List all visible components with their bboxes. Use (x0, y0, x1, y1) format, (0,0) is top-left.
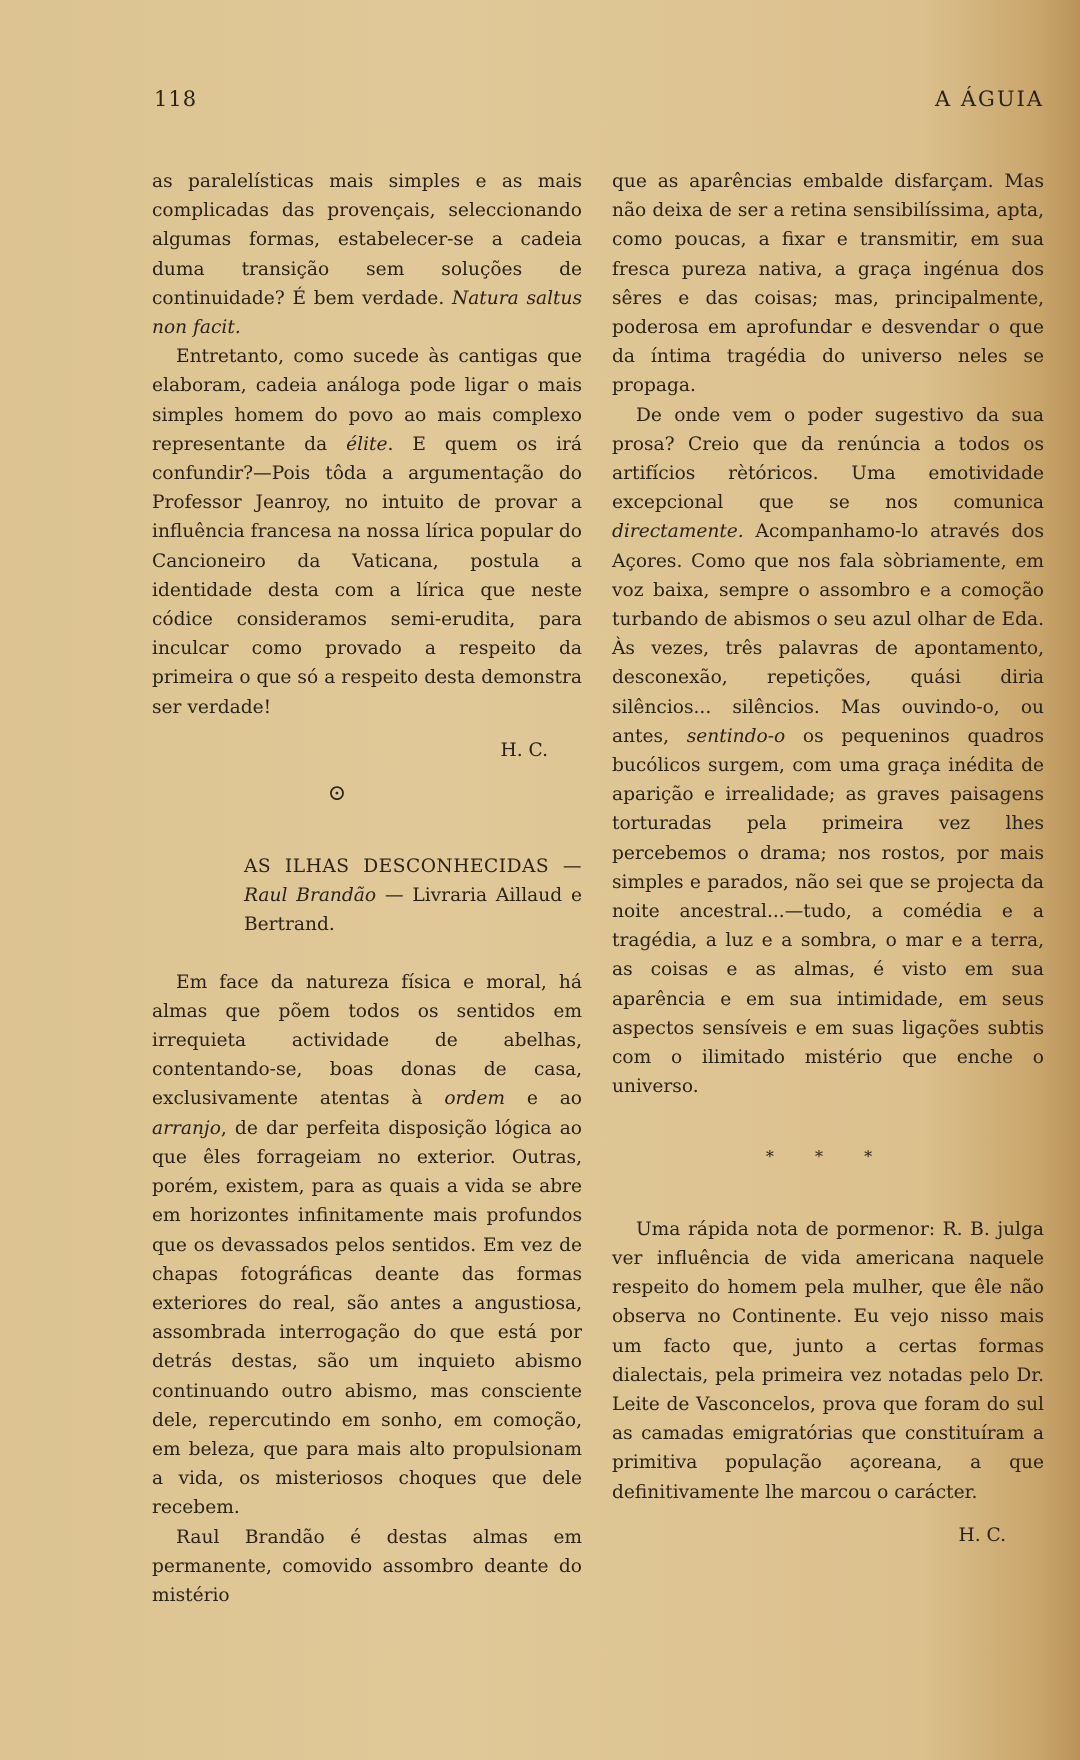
italic-word: directamente. (612, 521, 744, 543)
section-divider: * * * (765, 1146, 891, 1166)
latin-phrase: Natura saltus non facit. (152, 287, 583, 339)
paragraph-text: De onde vem o poder sugestivo da sua prosa? Creio que da renúncia a todos os artifícios rètóricos. Uma emotividade excepcional que se nos comunica (612, 404, 1044, 514)
paragraph-text: os pequeninos quadros bucólicos surgem, com uma graça inédita de aparição e irrealidade; as graves paisagens torturadas pela primeira vez lhes percebemos o drama; nos rostos, por mais simples e parados, não sei que se projecta da noite ancestral...—tudo, a comédia e a tragédia, a luz e a sombra, o mar e a terra, as coisas e as almas, é visto em sua aparência e em sua intimidade, em seus aspectos sensíveis e em suas ligações subtis com o ilimitado mistério que enche o universo. (612, 725, 1044, 1098)
paragraph-text: Acompanhamo-lo através dos Açores. Como que nos fala sòbriamente, em voz baixa, sempre o assombro e a comoção turbando de abismos o seu azul olhar de Eda. Às vezes, três palavras de apontamento, desconexão, repetições, quási diria silêncios... silêncios. Mas ouvindo-o, ou antes, (612, 521, 1044, 747)
left-column (152, 167, 582, 1610)
signature: H. C. (958, 1524, 1006, 1546)
paragraph-2 (152, 342, 582, 722)
paragraph-text: e ao (504, 1088, 582, 1110)
italic-word: élite (346, 433, 388, 455)
paragraph-7: Uma rápida nota de pormenor: R. B. julga ver influência de vida americana naquele respeito do homem pela mulher, que êle não observa no Continente. Eu vejo nisso mais um facto que, junto a certas formas dialectais, pela primeira vez notadas pelo Dr. Leite de Vasconcelos, prova que foram do sul as camadas emigratórias que constituíram a primitiva população açoreana, a que definitivamente lhe marcou o carácter. (612, 1218, 1044, 1503)
italic-word: sentindo-o (686, 725, 786, 747)
ornament-icon: ⊙ (327, 781, 347, 807)
italic-word: arranjo (152, 1117, 221, 1139)
paragraph-5: que as aparências embalde disfarçam. Mas não deixa de ser a retina sensibilíssima, apta, como poucas, a fixar e transmitir, em sua fresca pureza nativa, a graça ingénua dos sêres e das coisas; mas, principalmente, poderosa em aprofundar e desvendar o que da íntima tragédia do universo neles se propaga. (612, 171, 1044, 397)
signature: H. C. (500, 739, 548, 761)
right-column (612, 167, 1044, 1550)
paragraph-text: as paralelísticas mais simples e as mais complicadas das provençais, seleccionando algumas formas, estabelecer-se a cadeia duma transição sem soluções de continuidade? É bem verdade. (152, 171, 582, 309)
review-author: Raul Brandão (244, 885, 377, 907)
paragraph-4: Raul Brandão é destas almas em permanente, comovido assombro deante do mistério (152, 1526, 582, 1606)
paragraph-1 (152, 167, 582, 342)
page-number: 118 (154, 87, 198, 111)
italic-word: ordem (444, 1088, 505, 1110)
review-heading (152, 852, 582, 940)
paragraph-text: , de dar perfeita disposição lógica ao que êles forrageiam no exterior. Outras, porém, existem, para as quais a vida se abre em horizontes infinitamente mais profundos que os devassados pelos sentidos. Em vez de chapas fotográficas deante das formas exteriores do real, são antes a angustiosa, assombrada interrogação do que está por detrás destas, são um inquieto abismo continuando outro abismo, mas consciente dele, repercutindo em sonho, em comoção, em beleza, que para mais alto propulsionam a vida, os misteriosos choques que dele recebem. (152, 1117, 582, 1519)
review-publisher: — Livraria Aillaud e Bertrand. (244, 885, 582, 936)
paragraph-text: . E quem os irá confundir?—Pois tôda a argumentação do Professor Jeanroy, no intuito de provar a influência francesa na nossa lírica popular do Cancioneiro da Vaticana, postula a identidade desta com a lírica que neste códice consideramos semi-erudita, para inculcar como provado a respeito da primeira o que só a respeito desta demonstra ser verdade! (152, 433, 582, 718)
paragraph-text: Entretanto, como sucede às cantigas que elaboram, cadeia análoga pode ligar o mais simples homem do povo ao mais complexo representante da (152, 346, 582, 455)
running-title: A ÁGUIA (935, 87, 1044, 111)
paragraph-3 (152, 968, 582, 1523)
review-title: AS ILHAS DESCONHECIDAS — (244, 856, 582, 878)
paragraph-6 (612, 401, 1044, 1102)
paragraph-text: Em face da natureza física e moral, há almas que põem todos os sentidos em irrequieta actividade de abelhas, contentando-se, boas donas de casa, exclusivamente atentas à (152, 971, 582, 1110)
